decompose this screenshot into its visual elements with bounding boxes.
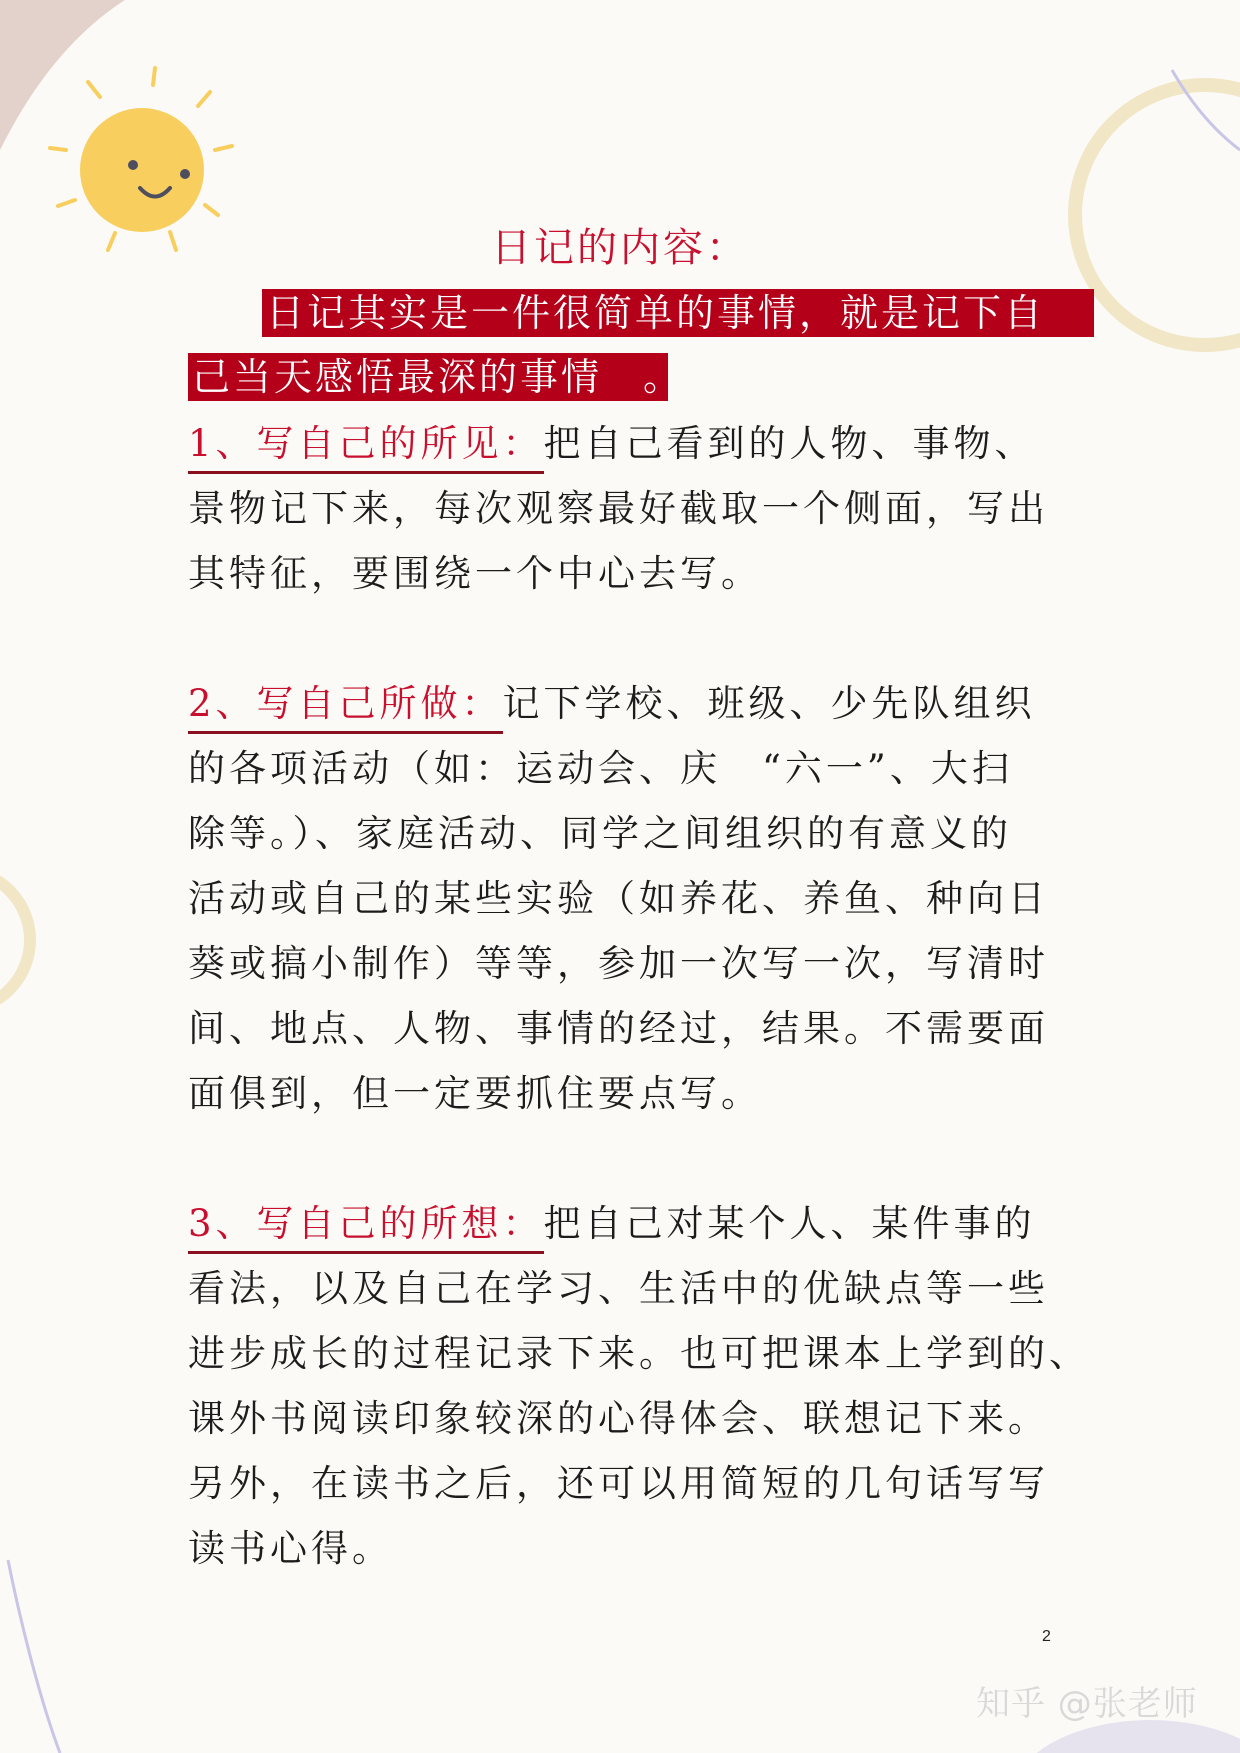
paragraph-line: 看法，以及自己在学习、生活中的优缺点等一些 [188, 1267, 1049, 1310]
section-first-line [188, 1191, 1088, 1256]
paragraph-line: 的各项活动（如：运动会、庆 “六一”、大扫 [188, 747, 1013, 790]
section-heading: 2、写自己所做： [188, 677, 503, 734]
section-first-line [188, 671, 1088, 736]
paragraph-text: 把自己看到的人物、事物、 [543, 422, 1036, 465]
paragraph-line: 景物记下来，每次观察最好截取一个侧面，写出 [188, 487, 1049, 530]
paragraph-line: 间、地点、人物、事情的经过，结果。不需要面 [188, 1007, 1049, 1050]
intro-highlight-line-1: 日记其实是一件很简单的事情，就是记下自 [262, 289, 1094, 337]
intro-highlight-line-2: 己当天感悟最深的事情 。 [188, 353, 668, 401]
paragraph-line: 进步成长的过程记录下来。也可把课本上学到的、 [188, 1332, 1090, 1375]
paragraph-line: 其特征，要围绕一个中心去写。 [188, 552, 762, 595]
paragraph-line: 面俱到，但一定要抓住要点写。 [188, 1072, 762, 1115]
section-heading: 3、写自己的所想： [188, 1197, 544, 1254]
paragraph-line: 另外，在读书之后，还可以用简短的几句话写写 [188, 1462, 1049, 1505]
section-heading: 1、写自己的所见： [188, 417, 544, 474]
paragraph-line: 读书心得。 [188, 1527, 393, 1570]
paragraph-text: 记下学校、班级、少先队组织 [502, 682, 1036, 725]
page-title: 日记的内容： [491, 225, 749, 271]
section-first-line [188, 411, 1088, 476]
paragraph-line: 课外书阅读印象较深的心得体会、联想记下来。 [188, 1397, 1049, 1440]
section-what-you-think [188, 1191, 1088, 1581]
section-what-you-see [188, 411, 1088, 606]
paragraph-line: 葵或搞小制作）等等，参加一次写一次，写清时 [188, 942, 1049, 985]
paragraph-line: 活动或自己的某些实验（如养花、养鱼、种向日 [188, 877, 1049, 920]
section-what-you-do [188, 671, 1088, 1126]
page-number: 2 [1042, 1628, 1051, 1645]
paragraph-line: 除等。）、家庭活动、同学之间组织的有意义的 [188, 812, 1012, 855]
watermark: 知乎 @张老师 [976, 1684, 1198, 1724]
paragraph-text: 把自己对某个人、某件事的 [543, 1202, 1036, 1245]
